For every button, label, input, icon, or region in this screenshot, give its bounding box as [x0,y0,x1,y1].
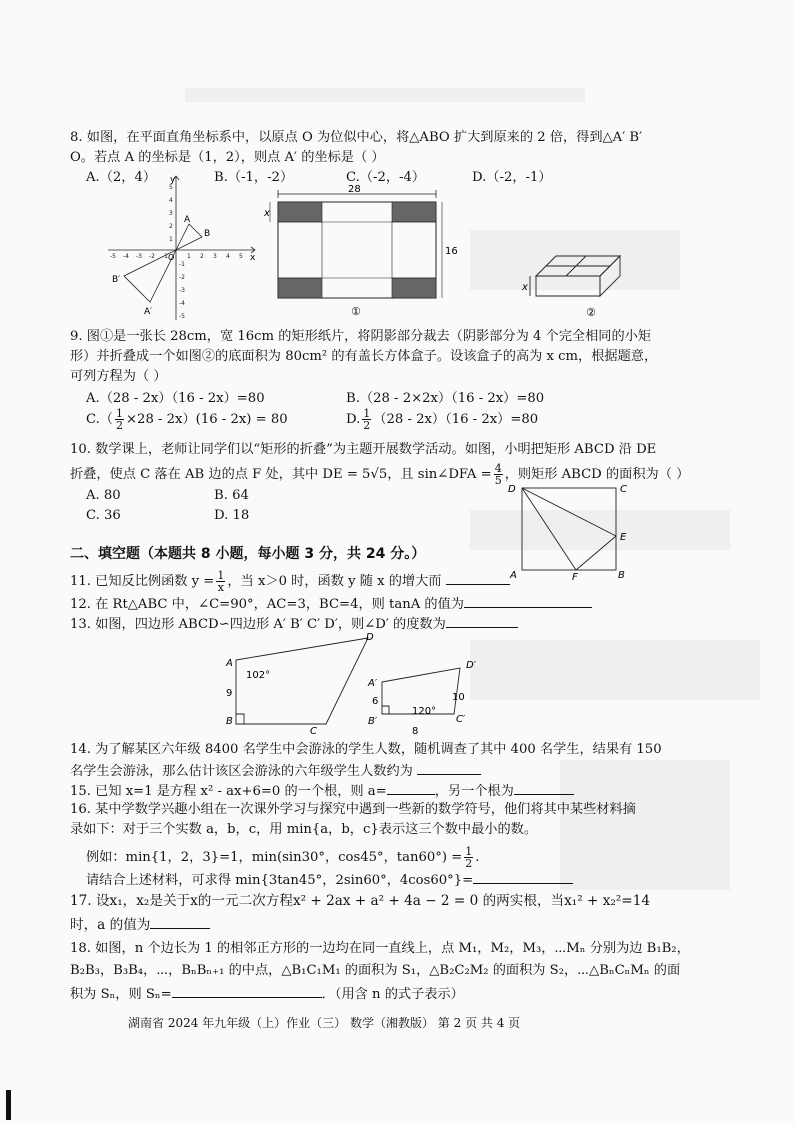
q10-line2: 折叠，使点 C 落在 AB 边的点 F 处，其中 DE = 5√5，且 sin∠DFA = $\frac{4}{5}$ ，则矩形 ABCD 的面积为（ ） [70,462,690,487]
q11-answer-blank [446,570,510,585]
q8-y-tick: -5 [179,313,185,320]
q10-line1: 10. 数学课上，老师让同学们以“矩形的折叠”为主题开展数学活动。如图，小明把矩形 ABCD 沿 DE [70,442,657,457]
q10-option-c: C. 36 [86,508,121,523]
q8-b-label: B [204,229,211,239]
q16-line3: 例如：min{1，2，3}=1，min(sin30°，cos45°，tan60°) = $\frac{1}{2}$ . [86,845,480,870]
q15-answer-blank-root [514,780,574,795]
q13-side-9: 9 [226,688,233,699]
q13-angle-102: 102° [246,670,271,681]
q8-option-c: C.（-2，-4） [346,170,426,185]
q8-y-tick: 3 [169,210,173,217]
q13-b2-label: B′ [368,716,378,727]
q8-a-label: A [184,215,191,225]
q13-c-label: C [310,726,317,737]
q9-cut-corner [392,202,436,222]
q8-x-tick: 4 [226,253,230,260]
q12-text: 12. 在 Rt△ABC 中，∠C=90°，AC=3，BC=4，则 tanA 的值为 [70,593,592,614]
q12-answer-blank [464,593,592,608]
q9-option-c: C.（ $\frac{1}{2}$ ×28 - 2x）(16 - 2x) = 80 [86,407,288,432]
q13-side-10: 10 [452,692,465,703]
q9-figure-1-label: ① [351,305,361,318]
q9-line3: 可列方程为（ ） [70,369,167,384]
q14-line1: 14. 为了解某区六年级 8400 名学生中会游泳的学生人数，随机调查了其中 400 名学生，结果有 150 [70,742,662,757]
q9-line2: 形）并折叠成一个如图②的底面积为 80cm² 的有盖长方体盒子。设该盒子的高为 x cm，根据题意， [70,349,658,364]
q8-x-tick: -3 [136,253,142,260]
q8-x-label: x [250,253,256,263]
q10-rectangle-figure [500,478,640,584]
q10-f-label: F [572,572,578,583]
q8-b2-label: B′ [112,275,121,285]
q8-x-tick: -2 [149,253,155,260]
q9-line1: 9. 图①是一张长 28cm，宽 16cm 的矩形纸片，将阴影部分裁去（阴影部分为 4 个完全相同的小矩 [70,329,652,344]
q8-line2: O。若点 A 的坐标是（1，2），则点 A′ 的坐标是（ ） [70,150,385,165]
q8-x-tick: 5 [239,253,243,260]
q17-answer-blank [150,914,210,929]
q17-line2: 时，a 的值为 [70,914,210,935]
q8-a2-label: A′ [144,307,153,317]
q10-e-label: E [620,532,627,543]
q9-option-b: B.（28 - 2×2x）（16 - 2x）=80 [346,391,545,406]
q9-height-label: 16 [445,246,458,257]
q18-line1: 18. 如图，n 个边长为 1 的相邻正方形的一边均在同一直线上，点 M₁，M₂，M₃，⋯Mₙ 分别为边 B₁B₂， [70,941,690,956]
q9-x-label: x [264,208,270,219]
page-footer: 湖南省 2024 年九年级（上）作业（三） 数学（湘教版） 第 2 页 共 4 页 [128,1016,521,1030]
q13-quadrilaterals-figure [216,630,486,738]
q9-option-d: D. $\frac{1}{2}$ （28 - 2x）（16 - 2x）=80 [346,407,539,432]
q8-x-tick: -5 [110,253,116,260]
q18-line3: 积为 Sₙ，则 Sₙ= ．（用含 n 的式子表示） [70,983,464,1004]
q15-answer-blank-a [387,780,435,795]
q13-quad-abcd [236,638,368,724]
q10-c-label: C [620,484,627,495]
q8-option-d: D.（-2，-1） [472,170,552,185]
q16-line4: 请结合上述材料，可求得 min{3tan45°，2sin60°，4cos60°}= [86,869,573,890]
q9-figure-2-label: ② [586,306,596,319]
q9-option-a: A.（28 - 2x）（16 - 2x）=80 [86,391,265,406]
q13-d-label: D [366,632,374,643]
show-through-mark [560,760,730,890]
q10-option-a: A. 80 [86,488,121,503]
q10-b-label: B [618,570,625,581]
q13-b-label: B [226,716,233,727]
q13-angle-120: 120° [412,706,437,717]
q13-a2-label: A′ [368,678,378,689]
show-through-mark [185,88,585,102]
q8-y-tick: 5 [169,184,173,191]
q9-figure-2 [518,238,628,322]
q18-answer-blank [172,983,322,998]
q8-y-tick: -4 [179,300,185,307]
q8-x-tick: 2 [200,253,204,260]
q10-option-d: D. 18 [214,508,250,523]
q8-line1: 8. 如图，在平面直角坐标系中，以原点 O 为位似中心，将△ABO 扩大到原来的 2 倍，得到△A′ B′ [70,130,643,145]
q13-c2-label: C′ [456,714,466,725]
q8-y-tick: 2 [169,223,173,230]
q9-cut-corner [392,278,436,298]
q9-box-x-label: x [522,282,528,293]
q14-line2: 名学生会游泳，那么估计该区会游泳的六年级学生人数约为 [70,760,481,781]
show-through-mark [470,640,760,700]
q10-option-b: B. 64 [214,488,249,503]
q9-cut-corner [278,278,322,298]
scan-edge-mark [6,1090,11,1120]
q9-figure-1 [262,182,462,322]
q13-answer-blank [446,613,518,628]
q8-coordinate-figure [100,172,265,322]
q13-a-label: A [226,658,233,669]
q8-y-tick: 4 [169,197,173,204]
section-2-heading: 二、填空题（本题共 8 小题，每小题 3 分，共 24 分。） [70,546,426,562]
q13-side-8: 8 [412,726,419,737]
q8-x-tick: -4 [123,253,129,260]
q11-text: 11. 已知反比例函数 y = $\frac{1}{x}$ ，当 x＞0 时，函数 y 随 x 的增大而 [70,570,510,593]
q16-line2: 录如下：对于三个实数 a，b，c，用 min{a，b，c}表示这三个数中最小的数。 [70,822,538,837]
q18-line2: B₂B₃，B₃B₄，⋯，BₙBₙ₊₁ 的中点，△B₁C₁M₁ 的面积为 S₁，△B₂C₂M₂ 的面积为 S₂，⋯△BₙCₙMₙ 的面 [70,963,681,978]
q8-x-tick: 1 [187,253,191,260]
q17-line1: 17. 设x₁，x₂是关于x的一元二次方程x² + 2ax + a² + 4a − 2 = 0 的两实根，当x₁² + x₂²=14 [70,893,650,909]
q10-d-label: D [508,484,516,495]
q8-y-label: y [170,175,176,185]
q14-answer-blank [417,760,481,775]
q16-answer-blank [473,869,573,884]
q8-x-tick: -1 [162,253,168,260]
q8-origin-label: O [168,253,175,262]
q8-x-tick: 3 [213,253,217,260]
q13-text: 13. 如图，四边形 ABCD∽四边形 A′ B′ C′ D′，则∠D′ 的度数为 [70,613,518,634]
q9-width-label: 28 [348,184,361,195]
q13-side-6: 6 [372,696,379,707]
q15-text: 15. 已知 x=1 是方程 x² - ax+6=0 的一个根，则 a= ，另一个根为 [70,780,574,801]
q8-option-b: B.（-1，-2） [214,170,294,185]
q13-d2-label: D′ [466,660,476,671]
q10-a-label: A [510,570,517,581]
q8-y-tick: -3 [179,287,185,294]
q8-option-a: A.（2，4） [86,170,157,185]
q16-line1: 16. 某中学数学兴趣小组在一次课外学习与探究中遇到一些新的数学符号，他们将其中某些材料摘 [70,802,636,817]
q8-y-tick: -1 [179,261,185,268]
q8-triangle-abo [176,224,202,250]
q8-y-tick: -2 [179,274,185,281]
q8-y-tick: 1 [169,236,173,243]
q9-cut-corner [278,202,322,222]
